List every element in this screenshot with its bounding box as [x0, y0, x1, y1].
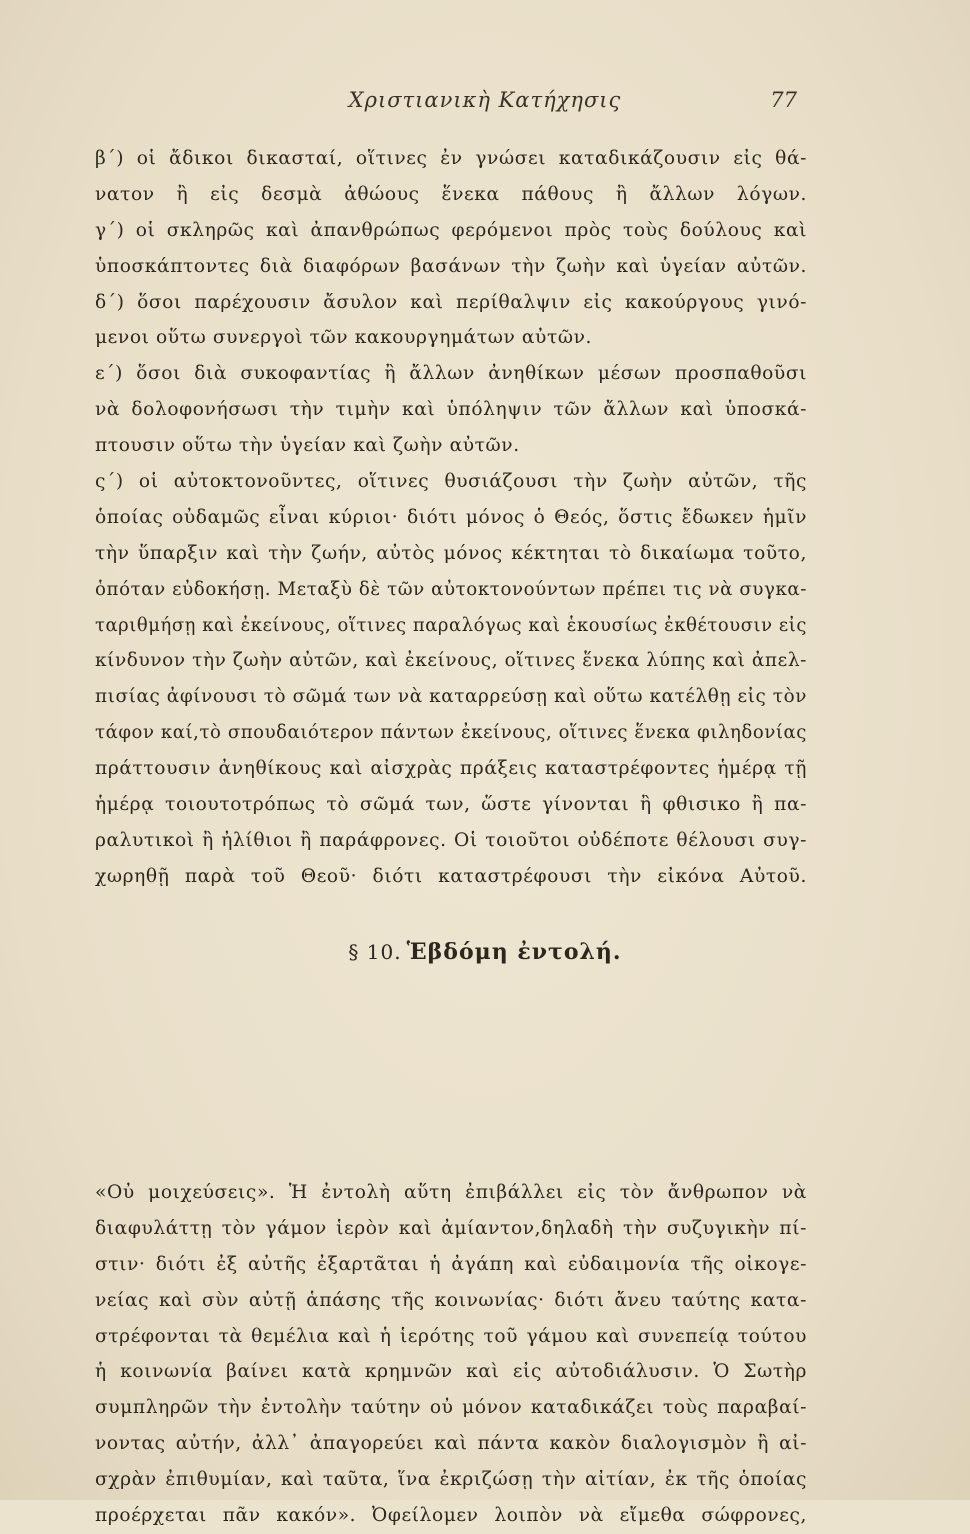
text-line: στιν· διότι ἐξ αὐτῆς ἐξαρτᾶται ἡ ἀγάπη καὶ εὐδαιμονία τῆς οἰκογε-	[95, 1253, 807, 1275]
text-block-after-section	[95, 1175, 807, 1534]
text-line: νατον ἢ εἰς δεσμὰ ἀθώους ἕνεκα πάθους ἢ ἄλλων λόγων.	[95, 183, 807, 205]
text-line: σχρὰν ἐπιθυμίαν, καὶ ταῦτα, ἵνα ἐκριζώσῃ τὴν αἰτίαν, ἐκ τῆς ὁποίας	[95, 1469, 807, 1491]
text-line: νοντας αὐτήν, ἀλλ᾿ ἀπαγορεύει καὶ πάντα κακὸν διαλογισμὸν ἢ αἰ-	[95, 1433, 807, 1455]
text-line: μενοι οὕτω συνεργοὶ τῶν κακουργημάτων αὐτῶν.	[95, 327, 593, 349]
page-number: 77	[770, 88, 797, 112]
text-line: γ΄) οἱ σκληρῶς καὶ ἀπανθρώπως φερόμενοι πρὸς τοὺς δούλους καὶ	[95, 219, 807, 241]
text-line: ὁπόταν εὐδοκήσῃ. Μεταξὺ δὲ τῶν αὐτοκτονούντων πρέπει τις νὰ συγκα-	[95, 578, 807, 600]
text-line: ταριθμήσῃ καὶ ἐκείνους, οἵτινες παραλόγως καὶ ἑκουσίως ἐκθέτουσιν εἰς	[95, 614, 807, 636]
text-line: δ΄) ὅσοι παρέχουσιν ἄσυλον καὶ περίθαλψιν εἰς κακούργους γινό-	[95, 291, 807, 313]
text-line: ς΄) οἱ αὐτοκτονοῦντες, οἵτινες θυσιάζουσι τὴν ζωὴν αὐτῶν, τῆς	[95, 471, 807, 493]
text-line: πισίας ἀφίνουσι τὸ σῶμά των νὰ καταρρεύσῃ καὶ οὕτω κατέλθῃ εἰς τὸν	[95, 686, 807, 708]
running-head	[0, 88, 970, 124]
section-title: Ἑβδόμη ἐντολή.	[406, 939, 622, 965]
text-line: χωρηθῇ παρὰ τοῦ Θεοῦ· διότι καταστρέφουσι τὴν εἰκόνα Αὐτοῦ.	[95, 865, 807, 887]
text-line: πράττουσιν ἀνηθίκους καὶ αἰσχρὰς πράξεις καταστρέφοντες ἡμέρᾳ τῇ	[95, 758, 807, 780]
text-line: ε΄) ὅσοι διὰ συκοφαντίας ἢ ἄλλων ἀνηθίκων μέσων προσπαθοῦσι	[95, 363, 807, 385]
text-line: τάφον καί,τὸ σπουδαιότερον πάντων ἐκείνους, οἵτινες ἕνεκα φιληδονίας	[95, 722, 807, 744]
text-line: β΄) οἱ ἄδικοι δικασταί, οἵτινες ἐν γνώσει καταδικάζουσιν εἰς θά-	[95, 148, 807, 169]
text-line: «Οὐ μοιχεύσεις». Ἡ ἐντολὴ αὕτη ἐπιβάλλει εἰς τὸν ἄνθρωπον νὰ	[95, 1182, 807, 1203]
text-line: ἡ κοινωνία βαίνει κατὰ κρημνῶν καὶ εἰς αὐτοδιάλυσιν. Ὁ Σωτὴρ	[95, 1361, 807, 1383]
text-line: ἡμέρᾳ τοιουτοτρόπως τὸ σῶμά των, ὥστε γίνονται ἢ φθισικο ἢ πα-	[95, 794, 807, 816]
section-heading	[0, 939, 970, 965]
text-line: ὁποίας οὐδαμῶς εἶναι κύριοι· διότι μόνος ὁ Θεός, ὅστις ἔδωκεν ἡμῖν	[95, 506, 807, 528]
text-line: κίνδυνον τὴν ζωὴν αὐτῶν, καὶ ἐκείνους, οἵτινες ἕνεκα λύπης καὶ ἀπελ-	[95, 650, 807, 672]
text-line: διαφυλάττῃ τὸν γάμον ἱερὸν καὶ ἀμίαντον,δηλαδὴ τὴν συζυγικὴν πί-	[95, 1217, 807, 1239]
text-line: τὴν ὕπαρξιν καὶ τὴν ζωήν, αὐτὸς μόνος κέκτηται τὸ δικαίωμα τοῦτο,	[95, 542, 807, 564]
text-line: προέρχεται πᾶν κακόν». Ὀφείλομεν λοιπὸν νὰ εἴμεθα σώφρονες,	[95, 1505, 807, 1527]
text-line: στρέφονται τὰ θεμέλια καὶ ἡ ἱερότης τοῦ γάμου καὶ συνεπείᾳ τούτου	[95, 1325, 807, 1347]
text-line: ὑποσκάπτοντες διὰ διαφόρων βασάνων τὴν ζωὴν καὶ ὑγείαν αὐτῶν.	[95, 255, 807, 277]
text-line: νὰ δολοφονήσωσι τὴν τιμὴν καὶ ὑπόληψιν τῶν ἄλλων καὶ ὑποσκά-	[95, 399, 807, 421]
section-number: § 10.	[348, 940, 402, 964]
text-line: συμπληρῶν τὴν ἐντολὴν ταύτην οὐ μόνον καταδικάζει τοὺς παραβαί-	[95, 1397, 807, 1419]
text-line: νείας καὶ σὺν αὐτῇ ἁπάσης τῆς κοινωνίας· διότι ἄνευ ταύτης κατα-	[95, 1289, 807, 1311]
running-title: Χριστιανικὴ Κατήχησις	[348, 88, 622, 112]
text-line: ραλυτικοὶ ἢ ἠλίθιοι ἢ παράφρονες. Οἱ τοιοῦτοι οὐδέποτε θέλουσι συγ-	[95, 829, 807, 851]
text-block-before-section	[95, 141, 807, 895]
text-line: πτουσιν οὕτω τὴν ὑγείαν καὶ ζωὴν αὐτῶν.	[95, 435, 520, 457]
